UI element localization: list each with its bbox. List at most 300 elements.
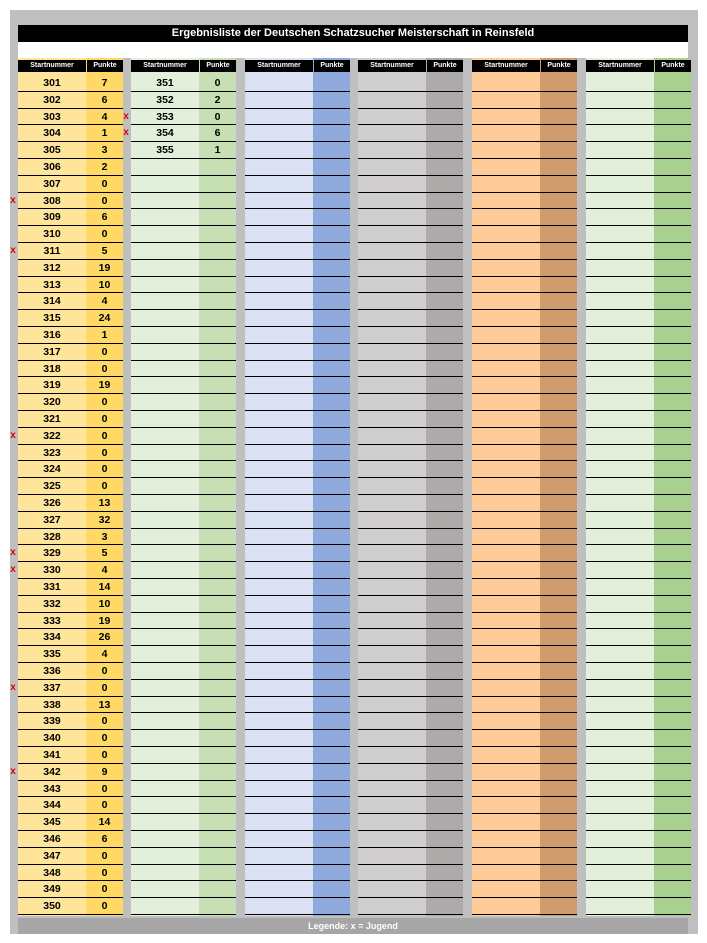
row-divider	[472, 864, 577, 865]
startnummer-cell: 340	[43, 732, 61, 744]
punkte-cell: 3	[101, 144, 108, 156]
punkte-cell: 1	[101, 127, 108, 139]
startnummer-column	[131, 58, 199, 916]
row-divider	[245, 628, 350, 629]
youth-marker: x	[10, 564, 16, 575]
row-divider	[472, 780, 577, 781]
row-divider	[472, 158, 577, 159]
row-divider	[358, 225, 463, 226]
header-startnummer: Startnummer	[472, 60, 540, 72]
row-divider	[131, 292, 236, 293]
row-divider	[131, 376, 236, 377]
header-startnummer: Startnummer	[358, 60, 426, 72]
row-divider	[245, 192, 350, 193]
row-divider	[586, 511, 691, 512]
row-divider	[358, 309, 463, 310]
punkte-cell: 24	[98, 312, 111, 324]
row-divider	[245, 763, 350, 764]
row-divider	[358, 511, 463, 512]
startnummer-cell: 314	[43, 295, 61, 307]
row-divider	[358, 712, 463, 713]
startnummer-cell: 322	[43, 430, 61, 442]
startnummer-cell: 312	[43, 262, 61, 274]
row-divider	[586, 225, 691, 226]
header-punkte: Punkte	[655, 60, 691, 72]
row-divider	[358, 830, 463, 831]
startnummer-cell: 315	[43, 312, 61, 324]
row-divider	[358, 847, 463, 848]
row-divider	[472, 175, 577, 176]
punkte-cell: 0	[101, 363, 108, 375]
row-divider	[245, 91, 350, 92]
row-divider	[472, 679, 577, 680]
row-divider	[245, 276, 350, 277]
row-divider	[358, 595, 463, 596]
row-divider	[245, 729, 350, 730]
row-divider	[586, 460, 691, 461]
punkte-cell: 9	[101, 766, 108, 778]
row-divider	[131, 544, 236, 545]
row-divider	[131, 578, 236, 579]
row-divider	[472, 343, 577, 344]
row-divider	[586, 813, 691, 814]
row-divider	[131, 612, 236, 613]
row-divider	[131, 679, 236, 680]
row-divider	[586, 897, 691, 898]
row-divider	[472, 427, 577, 428]
header-startnummer: Startnummer	[18, 60, 86, 72]
punkte-cell: 0	[214, 77, 221, 89]
row-divider	[586, 914, 691, 915]
startnummer-cell: 328	[43, 531, 61, 543]
header-punkte: Punkte	[427, 60, 463, 72]
row-divider	[245, 847, 350, 848]
row-divider	[358, 376, 463, 377]
punkte-cell: 2	[101, 161, 108, 173]
row-divider	[586, 578, 691, 579]
legend: Legende: x = Jugend	[18, 918, 688, 934]
row-divider	[245, 897, 350, 898]
punkte-cell: 0	[101, 178, 108, 190]
row-divider	[358, 208, 463, 209]
startnummer-cell: 305	[43, 144, 61, 156]
row-divider	[586, 628, 691, 629]
startnummer-cell: 316	[43, 329, 61, 341]
punkte-cell: 1	[214, 144, 221, 156]
row-divider	[358, 796, 463, 797]
punkte-cell: 4	[101, 564, 108, 576]
youth-marker: x	[10, 682, 16, 693]
punkte-cell: 0	[101, 749, 108, 761]
row-divider	[245, 292, 350, 293]
row-divider	[358, 326, 463, 327]
row-divider	[245, 746, 350, 747]
row-divider	[358, 276, 463, 277]
punkte-cell: 0	[101, 867, 108, 879]
punkte-cell: 0	[101, 228, 108, 240]
row-divider	[586, 124, 691, 125]
punkte-cell: 5	[101, 547, 108, 559]
row-divider	[131, 225, 236, 226]
row-divider	[245, 410, 350, 411]
row-divider	[472, 91, 577, 92]
row-divider	[472, 326, 577, 327]
startnummer-cell: 349	[43, 883, 61, 895]
row-divider	[472, 511, 577, 512]
startnummer-cell: 347	[43, 850, 61, 862]
startnummer-cell: 319	[43, 379, 61, 391]
startnummer-cell: 317	[43, 346, 61, 358]
startnummer-cell: 351	[156, 77, 174, 89]
punkte-cell: 0	[101, 883, 108, 895]
row-divider	[131, 645, 236, 646]
row-divider	[18, 914, 123, 915]
punkte-cell: 4	[101, 648, 108, 660]
row-divider	[586, 696, 691, 697]
row-divider	[245, 393, 350, 394]
row-divider	[586, 712, 691, 713]
startnummer-column	[472, 58, 540, 916]
row-divider	[358, 393, 463, 394]
row-divider	[245, 124, 350, 125]
row-divider	[131, 326, 236, 327]
row-divider	[586, 477, 691, 478]
row-divider	[245, 477, 350, 478]
row-divider	[586, 158, 691, 159]
row-divider	[358, 662, 463, 663]
row-divider	[472, 444, 577, 445]
row-divider	[131, 561, 236, 562]
row-divider	[586, 309, 691, 310]
startnummer-cell: 329	[43, 547, 61, 559]
punkte-cell: 10	[98, 279, 111, 291]
startnummer-cell: 342	[43, 766, 61, 778]
row-divider	[245, 813, 350, 814]
row-divider	[472, 880, 577, 881]
header-startnummer: Startnummer	[586, 60, 654, 72]
startnummer-cell: 324	[43, 463, 61, 475]
page-title: Ergebnisliste der Deutschen Schatzsucher Meisterschaft in Reinsfeld	[18, 25, 688, 42]
row-divider	[358, 175, 463, 176]
row-divider	[358, 813, 463, 814]
row-divider	[358, 679, 463, 680]
row-divider	[245, 242, 350, 243]
row-divider	[472, 208, 577, 209]
row-divider	[131, 360, 236, 361]
row-divider	[472, 528, 577, 529]
row-divider	[472, 292, 577, 293]
punkte-cell: 0	[101, 783, 108, 795]
punkte-cell: 4	[101, 111, 108, 123]
startnummer-cell: 318	[43, 363, 61, 375]
startnummer-cell: 323	[43, 447, 61, 459]
row-divider	[358, 259, 463, 260]
punkte-cell: 0	[101, 396, 108, 408]
startnummer-cell: 343	[43, 783, 61, 795]
row-divider	[472, 242, 577, 243]
startnummer-cell: 309	[43, 211, 61, 223]
row-divider	[131, 511, 236, 512]
startnummer-cell: 304	[43, 127, 61, 139]
row-divider	[245, 343, 350, 344]
row-divider	[586, 595, 691, 596]
row-divider	[131, 847, 236, 848]
row-divider	[131, 595, 236, 596]
startnummer-cell: 350	[43, 900, 61, 912]
row-divider	[131, 796, 236, 797]
row-divider	[586, 292, 691, 293]
row-divider	[131, 914, 236, 915]
punkte-column	[199, 58, 236, 916]
row-divider	[472, 544, 577, 545]
row-divider	[472, 124, 577, 125]
row-divider	[472, 393, 577, 394]
row-divider	[586, 276, 691, 277]
row-divider	[245, 141, 350, 142]
punkte-cell: 13	[98, 497, 111, 509]
punkte-cell: 5	[101, 245, 108, 257]
row-divider	[245, 645, 350, 646]
punkte-cell: 10	[98, 598, 111, 610]
row-divider	[472, 225, 577, 226]
punkte-cell: 19	[98, 615, 111, 627]
punkte-cell: 0	[101, 850, 108, 862]
startnummer-cell: 333	[43, 615, 61, 627]
row-divider	[131, 158, 236, 159]
punkte-cell: 6	[101, 94, 108, 106]
punkte-cell: 32	[98, 514, 111, 526]
punkte-column	[654, 58, 691, 916]
startnummer-cell: 332	[43, 598, 61, 610]
startnummer-cell: 307	[43, 178, 61, 190]
row-divider	[358, 544, 463, 545]
startnummer-cell: 308	[43, 195, 61, 207]
row-divider	[472, 645, 577, 646]
row-divider	[245, 662, 350, 663]
punkte-cell: 4	[101, 295, 108, 307]
row-divider	[358, 897, 463, 898]
startnummer-cell: 345	[43, 816, 61, 828]
row-divider	[358, 460, 463, 461]
row-divider	[131, 208, 236, 209]
row-divider	[131, 444, 236, 445]
row-divider	[472, 494, 577, 495]
startnummer-cell: 306	[43, 161, 61, 173]
row-divider	[358, 292, 463, 293]
row-divider	[358, 763, 463, 764]
startnummer-cell: 313	[43, 279, 61, 291]
row-divider	[472, 796, 577, 797]
row-divider	[245, 830, 350, 831]
row-divider	[245, 528, 350, 529]
row-divider	[131, 427, 236, 428]
row-divider	[586, 830, 691, 831]
row-divider	[358, 880, 463, 881]
row-divider	[472, 276, 577, 277]
row-divider	[358, 444, 463, 445]
row-divider	[358, 746, 463, 747]
punkte-cell: 0	[101, 682, 108, 694]
punkte-cell: 19	[98, 379, 111, 391]
startnummer-cell: 320	[43, 396, 61, 408]
row-divider	[586, 763, 691, 764]
row-divider	[586, 427, 691, 428]
startnummer-column	[245, 58, 313, 916]
row-divider	[131, 880, 236, 881]
row-divider	[131, 276, 236, 277]
punkte-cell: 13	[98, 699, 111, 711]
startnummer-column	[358, 58, 426, 916]
row-divider	[586, 393, 691, 394]
startnummer-cell: 344	[43, 799, 61, 811]
punkte-cell: 0	[101, 195, 108, 207]
row-divider	[131, 746, 236, 747]
row-divider	[245, 511, 350, 512]
row-divider	[586, 561, 691, 562]
row-divider	[472, 595, 577, 596]
row-divider	[586, 645, 691, 646]
row-divider	[358, 612, 463, 613]
startnummer-cell: 335	[43, 648, 61, 660]
row-divider	[358, 141, 463, 142]
row-divider	[131, 528, 236, 529]
row-divider	[586, 242, 691, 243]
row-divider	[586, 662, 691, 663]
row-divider	[131, 897, 236, 898]
row-divider	[586, 376, 691, 377]
row-divider	[245, 259, 350, 260]
row-divider	[586, 259, 691, 260]
row-divider	[586, 444, 691, 445]
punkte-column	[540, 58, 577, 916]
row-divider	[131, 763, 236, 764]
row-divider	[358, 360, 463, 361]
row-divider	[472, 460, 577, 461]
row-divider	[358, 91, 463, 92]
row-divider	[586, 612, 691, 613]
row-divider	[245, 712, 350, 713]
row-divider	[358, 242, 463, 243]
row-divider	[131, 662, 236, 663]
header-punkte: Punkte	[541, 60, 577, 72]
row-divider	[131, 259, 236, 260]
startnummer-cell: 346	[43, 833, 61, 845]
row-divider	[245, 108, 350, 109]
row-divider	[245, 696, 350, 697]
row-divider	[131, 393, 236, 394]
row-divider	[358, 427, 463, 428]
startnummer-cell: 311	[43, 245, 61, 257]
header-punkte: Punkte	[200, 60, 236, 72]
punkte-cell: 14	[98, 816, 111, 828]
startnummer-cell: 325	[43, 480, 61, 492]
row-divider	[358, 628, 463, 629]
punkte-cell: 6	[101, 833, 108, 845]
row-divider	[131, 712, 236, 713]
row-divider	[131, 729, 236, 730]
punkte-column	[313, 58, 350, 916]
row-divider	[131, 192, 236, 193]
punkte-cell: 19	[98, 262, 111, 274]
row-divider	[472, 813, 577, 814]
row-divider	[472, 141, 577, 142]
row-divider	[245, 914, 350, 915]
youth-marker: x	[123, 127, 129, 138]
row-divider	[472, 108, 577, 109]
startnummer-cell: 353	[156, 111, 174, 123]
row-divider	[472, 376, 577, 377]
punkte-cell: 0	[214, 111, 221, 123]
row-divider	[245, 864, 350, 865]
row-divider	[245, 444, 350, 445]
row-divider	[245, 158, 350, 159]
row-divider	[131, 460, 236, 461]
header-startnummer: Startnummer	[245, 60, 313, 72]
row-divider	[472, 662, 577, 663]
row-divider	[472, 612, 577, 613]
title-spacer	[18, 42, 688, 58]
startnummer-cell: 303	[43, 111, 61, 123]
row-divider	[358, 914, 463, 915]
punkte-cell: 0	[101, 900, 108, 912]
row-divider	[586, 544, 691, 545]
row-divider	[245, 578, 350, 579]
row-divider	[586, 410, 691, 411]
startnummer-cell: 330	[43, 564, 61, 576]
startnummer-cell: 338	[43, 699, 61, 711]
startnummer-cell: 339	[43, 715, 61, 727]
header-punkte: Punkte	[87, 60, 123, 72]
row-divider	[131, 780, 236, 781]
punkte-cell: 0	[101, 463, 108, 475]
punkte-cell: 0	[101, 799, 108, 811]
row-divider	[472, 259, 577, 260]
row-divider	[586, 141, 691, 142]
startnummer-cell: 321	[43, 413, 61, 425]
row-divider	[358, 477, 463, 478]
row-divider	[358, 645, 463, 646]
row-divider	[131, 343, 236, 344]
row-divider	[472, 914, 577, 915]
row-divider	[586, 175, 691, 176]
row-divider	[586, 729, 691, 730]
punkte-cell: 6	[101, 211, 108, 223]
row-divider	[472, 897, 577, 898]
row-divider	[472, 477, 577, 478]
punkte-cell: 2	[214, 94, 221, 106]
row-divider	[586, 780, 691, 781]
punkte-cell: 6	[214, 127, 221, 139]
startnummer-cell: 355	[156, 144, 174, 156]
row-divider	[472, 763, 577, 764]
youth-marker: x	[10, 547, 16, 558]
startnummer-cell: 337	[43, 682, 61, 694]
startnummer-cell: 302	[43, 94, 61, 106]
row-divider	[131, 628, 236, 629]
row-divider	[245, 679, 350, 680]
row-divider	[472, 847, 577, 848]
youth-marker: x	[123, 111, 129, 122]
row-divider	[586, 796, 691, 797]
row-divider	[586, 91, 691, 92]
youth-marker: x	[10, 766, 16, 777]
row-divider	[358, 864, 463, 865]
row-divider	[358, 410, 463, 411]
row-divider	[131, 813, 236, 814]
row-divider	[586, 343, 691, 344]
row-divider	[245, 225, 350, 226]
row-divider	[245, 595, 350, 596]
